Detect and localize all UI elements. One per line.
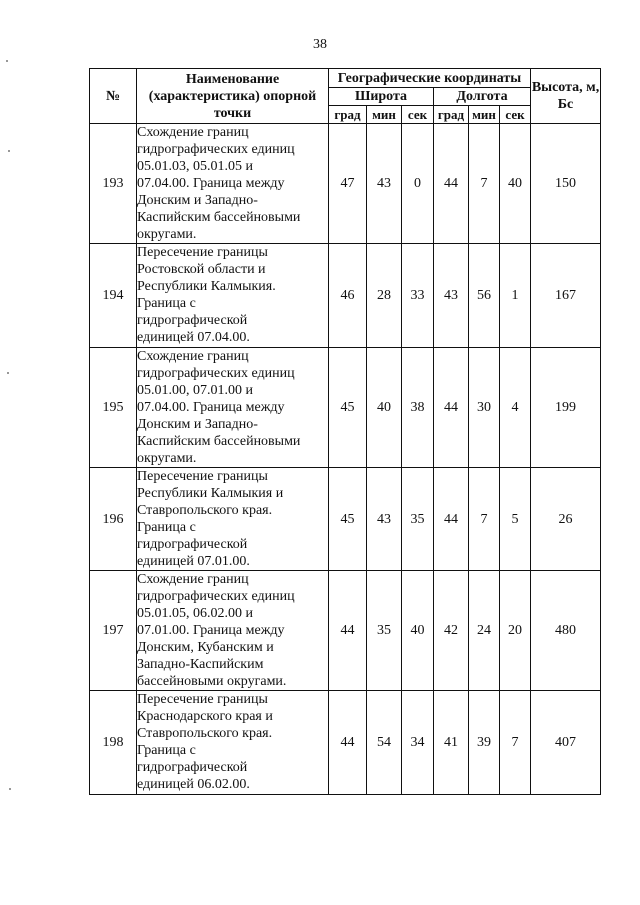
cell-lat-deg: 45 (329, 468, 367, 571)
cell-lat-deg: 46 (329, 244, 367, 348)
cell-lat-min: 43 (367, 124, 402, 244)
scan-speck (7, 372, 9, 374)
description-line: 07.01.00. Граница между (137, 623, 285, 638)
cell-lon-deg: 41 (434, 691, 469, 795)
description-line: Донским и Западно- (137, 417, 258, 432)
cell-lon-deg: 44 (434, 468, 469, 571)
cell-lat-deg: 45 (329, 348, 367, 468)
description-line: Ставропольского края. (137, 726, 273, 741)
cell-height: 407 (531, 691, 601, 795)
table-row (90, 571, 601, 691)
cell-height: 150 (531, 124, 601, 244)
cell-lat-sec: 0 (402, 124, 434, 244)
description-line: Краснодарского края и (137, 709, 273, 724)
cell-lat-sec: 40 (402, 571, 434, 691)
cell-lat-min: 43 (367, 468, 402, 571)
description-line: гидрографических единиц (137, 142, 295, 157)
coordinates-table (89, 68, 601, 795)
cell-lat-min: 40 (367, 348, 402, 468)
description-line: Граница с (137, 296, 196, 311)
row-description (137, 468, 329, 571)
description-line: единицей 07.04.00. (137, 330, 250, 345)
header-lon-deg: град (434, 106, 469, 124)
description-line: Граница с (137, 743, 196, 758)
description-line: единицей 06.02.00. (137, 777, 250, 792)
description-line: Граница с (137, 520, 196, 535)
cell-lat-min: 28 (367, 244, 402, 348)
cell-lat-sec: 33 (402, 244, 434, 348)
description-line: округами. (137, 227, 197, 242)
header-geo-coordinates: Географические координаты (329, 69, 531, 88)
cell-lat-sec: 35 (402, 468, 434, 571)
description-line: бассейновыми округами. (137, 674, 287, 689)
cell-lat-sec: 38 (402, 348, 434, 468)
cell-lon-sec: 5 (500, 468, 531, 571)
description-line: 05.01.05, 06.02.00 и (137, 606, 253, 621)
cell-lat-sec: 34 (402, 691, 434, 795)
table-row (90, 124, 601, 244)
description-line: гидрографической (137, 313, 248, 328)
header-name: Наименование (характеристика) опорной точки (137, 69, 329, 124)
header-latitude: Широта (329, 88, 434, 106)
row-description (137, 244, 329, 348)
header-lon-min: мин (469, 106, 500, 124)
row-description (137, 571, 329, 691)
scan-speck (8, 150, 10, 152)
cell-height: 26 (531, 468, 601, 571)
description-line: гидрографической (137, 760, 248, 775)
description-line: Пересечение границы (137, 692, 268, 707)
description-line: Республики Калмыкия. (137, 279, 276, 294)
cell-height: 480 (531, 571, 601, 691)
description-line: Республики Калмыкия и (137, 486, 284, 501)
description-line: 07.04.00. Граница между (137, 400, 285, 415)
cell-lon-deg: 44 (434, 348, 469, 468)
header-number: № (90, 69, 137, 124)
cell-lon-min: 39 (469, 691, 500, 795)
table-row (90, 348, 601, 468)
description-line: округами. (137, 451, 197, 466)
cell-lon-sec: 20 (500, 571, 531, 691)
header-lat-sec: сек (402, 106, 434, 124)
description-line: 07.04.00. Граница между (137, 176, 285, 191)
row-number: 198 (90, 691, 137, 795)
description-line: Схождение границ (137, 572, 249, 587)
cell-lon-deg: 44 (434, 124, 469, 244)
cell-lon-min: 56 (469, 244, 500, 348)
row-number: 194 (90, 244, 137, 348)
description-line: 05.01.03, 05.01.05 и (137, 159, 253, 174)
cell-lat-deg: 47 (329, 124, 367, 244)
row-number: 195 (90, 348, 137, 468)
table-row (90, 468, 601, 571)
cell-lat-min: 54 (367, 691, 402, 795)
description-line: Каспийским бассейновыми (137, 210, 301, 225)
description-line: Ростовской области и (137, 262, 266, 277)
cell-lon-min: 7 (469, 468, 500, 571)
row-description (137, 691, 329, 795)
cell-lon-deg: 42 (434, 571, 469, 691)
description-line: гидрографических единиц (137, 366, 295, 381)
row-number: 196 (90, 468, 137, 571)
description-line: Схождение границ (137, 125, 249, 140)
description-line: Пересечение границы (137, 469, 268, 484)
cell-lon-sec: 7 (500, 691, 531, 795)
cell-lon-min: 30 (469, 348, 500, 468)
header-lat-deg: град (329, 106, 367, 124)
scan-speck (9, 788, 11, 790)
header-lon-sec: сек (500, 106, 531, 124)
cell-lon-sec: 4 (500, 348, 531, 468)
row-number: 197 (90, 571, 137, 691)
description-line: Донским, Кубанским и (137, 640, 274, 655)
description-line: Ставропольского края. (137, 503, 273, 518)
description-line: 05.01.00, 07.01.00 и (137, 383, 253, 398)
cell-lat-deg: 44 (329, 691, 367, 795)
description-line: Схождение границ (137, 349, 249, 364)
header-height: Высота, м, Бс (531, 69, 601, 124)
cell-lon-deg: 43 (434, 244, 469, 348)
description-line: гидрографических единиц (137, 589, 295, 604)
description-line: единицей 07.01.00. (137, 554, 250, 569)
table-row (90, 691, 601, 795)
page-number: 38 (313, 37, 327, 52)
cell-lon-min: 7 (469, 124, 500, 244)
cell-lat-min: 35 (367, 571, 402, 691)
scan-speck (6, 60, 8, 62)
cell-height: 167 (531, 244, 601, 348)
cell-lon-sec: 1 (500, 244, 531, 348)
description-line: Пересечение границы (137, 245, 268, 260)
cell-lat-deg: 44 (329, 571, 367, 691)
cell-lon-sec: 40 (500, 124, 531, 244)
cell-height: 199 (531, 348, 601, 468)
description-line: Каспийским бассейновыми (137, 434, 301, 449)
description-line: Донским и Западно- (137, 193, 258, 208)
header-longitude: Долгота (434, 88, 531, 106)
row-number: 193 (90, 124, 137, 244)
description-line: Западно-Каспийским (137, 657, 264, 672)
header-lat-min: мин (367, 106, 402, 124)
table-row (90, 244, 601, 348)
row-description (137, 124, 329, 244)
cell-lon-min: 24 (469, 571, 500, 691)
description-line: гидрографической (137, 537, 248, 552)
row-description (137, 348, 329, 468)
